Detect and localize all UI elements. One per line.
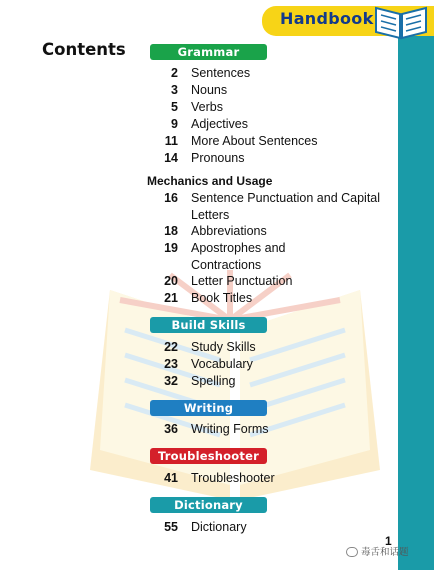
chat-icon <box>346 547 358 557</box>
toc-page-number: 16 <box>164 191 178 205</box>
toc-page-number: 9 <box>171 117 178 131</box>
toc-entry-title: Apostrophes and Contractions <box>191 241 286 272</box>
section-heading-mechanics: Mechanics and Usage <box>147 174 273 188</box>
toc-page-number: 19 <box>164 241 178 255</box>
toc-page-number: 41 <box>164 471 178 485</box>
toc-entry-title: Book Titles <box>191 291 253 305</box>
open-book-icon <box>372 0 430 40</box>
toc-page-number: 36 <box>164 422 178 436</box>
handbook-title: Handbook <box>280 9 374 28</box>
toc-page-number: 55 <box>164 520 178 534</box>
toc-entry-title: Spelling <box>191 374 236 388</box>
toc-entry-title: More About Sentences <box>191 134 318 148</box>
toc-entry-title: Dictionary <box>191 520 247 534</box>
toc-entry-title: Sentences <box>191 66 251 80</box>
toc-page-number: 22 <box>164 340 178 354</box>
toc-page-number: 2 <box>171 66 178 80</box>
section-banner-build-skills: Build Skills <box>150 317 267 333</box>
section-banner-dictionary: Dictionary <box>150 497 267 513</box>
side-color-band <box>398 30 434 570</box>
contents-heading: Contents <box>42 40 126 59</box>
toc-entry-title: Writing Forms <box>191 422 269 436</box>
watermark-label <box>346 544 409 558</box>
section-banner-grammar: Grammar <box>150 44 267 60</box>
toc-entry-title: Nouns <box>191 83 228 97</box>
toc-page-number: 21 <box>164 291 178 305</box>
toc-page-number: 14 <box>164 151 178 165</box>
toc-entry-title: Vocabulary <box>191 357 253 371</box>
toc-page-number: 32 <box>164 374 178 388</box>
watermark-text: 毒舌和话题 <box>361 547 409 558</box>
toc-entry-title: Pronouns <box>191 151 245 165</box>
toc-page-number: 18 <box>164 224 178 238</box>
toc-entry-title: Troubleshooter <box>191 471 275 485</box>
toc-entry-title: Study Skills <box>191 340 256 354</box>
toc-entry-title: Sentence Punctuation and Capital Letters <box>191 191 381 222</box>
toc-entry-title: Letter Punctuation <box>191 274 293 288</box>
toc-entry-title: Abbreviations <box>191 224 267 238</box>
toc-page-number: 3 <box>171 83 178 97</box>
page-number: 1 <box>385 534 392 548</box>
toc-page-number: 23 <box>164 357 178 371</box>
toc-entry-title: Verbs <box>191 100 223 114</box>
section-banner-writing: Writing <box>150 400 267 416</box>
toc-entry-title: Adjectives <box>191 117 248 131</box>
toc-page-number: 11 <box>164 134 178 148</box>
section-banner-troubleshooter: Troubleshooter <box>150 448 267 464</box>
toc-page-number: 20 <box>164 274 178 288</box>
toc-page-number: 5 <box>171 100 178 114</box>
